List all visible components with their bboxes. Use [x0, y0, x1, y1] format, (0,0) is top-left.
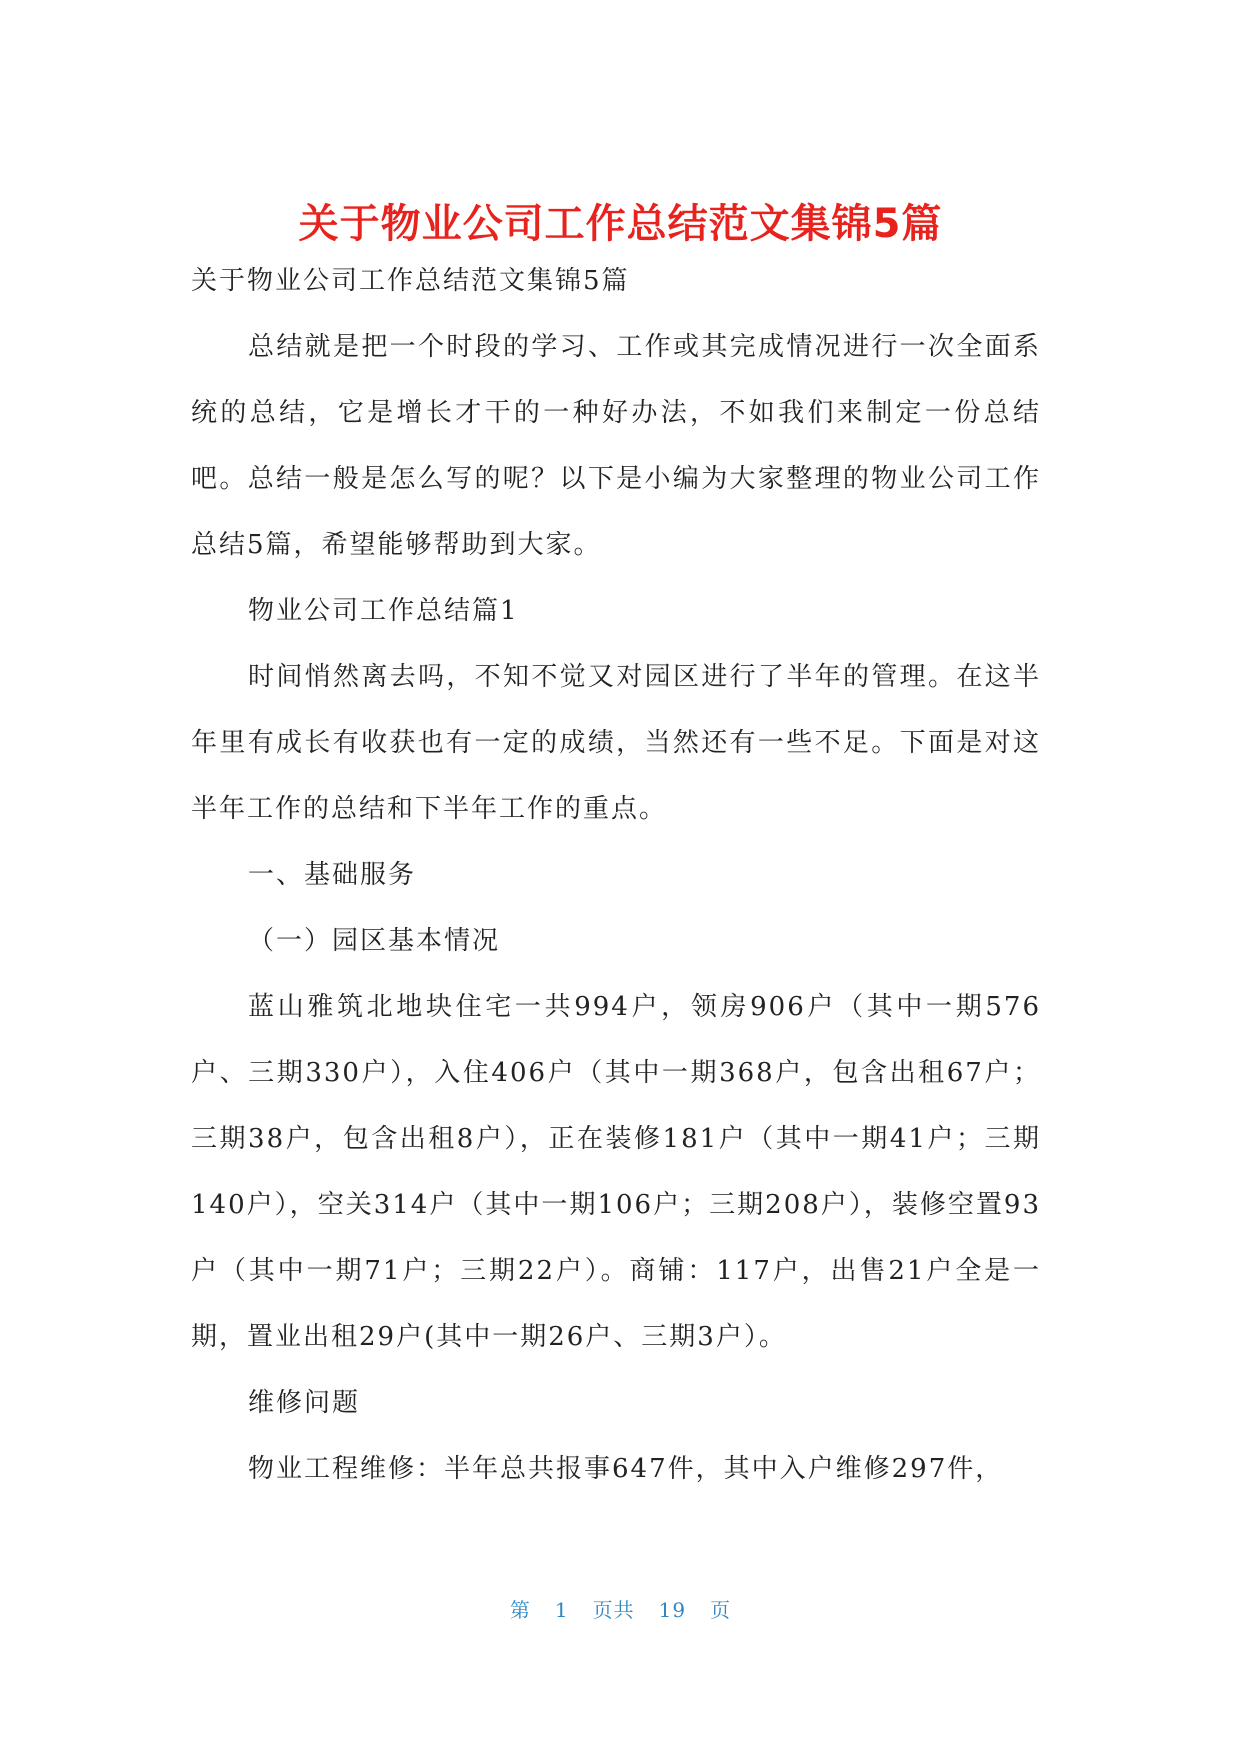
document-title: 关于物业公司工作总结范文集锦5篇	[298, 201, 943, 247]
footer-middle: 页共	[592, 1598, 635, 1622]
footer-prefix: 第	[509, 1598, 531, 1622]
paragraph-part1-intro: 时间悄然离去吗，不知不觉又对园区进行了半年的管理。在这半年里有成长有收获也有一定的成绩，当然还有一些不足。下面是对这半年工作的总结和下半年工作的重点。	[191, 662, 1041, 824]
footer-suffix: 页	[710, 1598, 732, 1622]
footer-total-pages: 19	[658, 1598, 687, 1622]
paragraph-intro: 总结就是把一个时段的学习、工作或其完成情况进行一次全面系统的总结，它是增长才干的一种好办法，不如我们来制定一份总结吧。总结一般是怎么写的呢？以下是小编为大家整理的物业公司工作总结5篇，希望能够帮助到大家。	[191, 332, 1041, 560]
section-heading-basic-service: 一、基础服务	[248, 860, 417, 890]
document-body	[191, 248, 1041, 1502]
subsection-heading-park-overview: （一）园区基本情况	[248, 926, 501, 956]
paragraph-park-statistics: 蓝山雅筑北地块住宅一共994户，领房906户（其中一期576户、三期330户），入住406户（其中一期368户，包含出租67户；三期38户，包含出租8户），正在装修181户（其中一期41户；三期140户），空关314户（其中一期106户；三期208户），装修空置93户（其中一期71户；三期22户）。商铺：117户，出售21户全是一期，置业出租29户(其中一期26户、三期3户）。	[191, 992, 1041, 1352]
footer-current-page: 1	[554, 1598, 569, 1622]
section-heading-part1: 物业公司工作总结篇1	[248, 596, 519, 626]
subsection-heading-maintenance: 维修问题	[248, 1388, 361, 1418]
page-footer	[0, 1594, 1241, 1623]
paragraph-maintenance: 物业工程维修：半年总共报事647件，其中入户维修297件，	[248, 1454, 1004, 1484]
document-subtitle: 关于物业公司工作总结范文集锦5篇	[191, 266, 630, 296]
